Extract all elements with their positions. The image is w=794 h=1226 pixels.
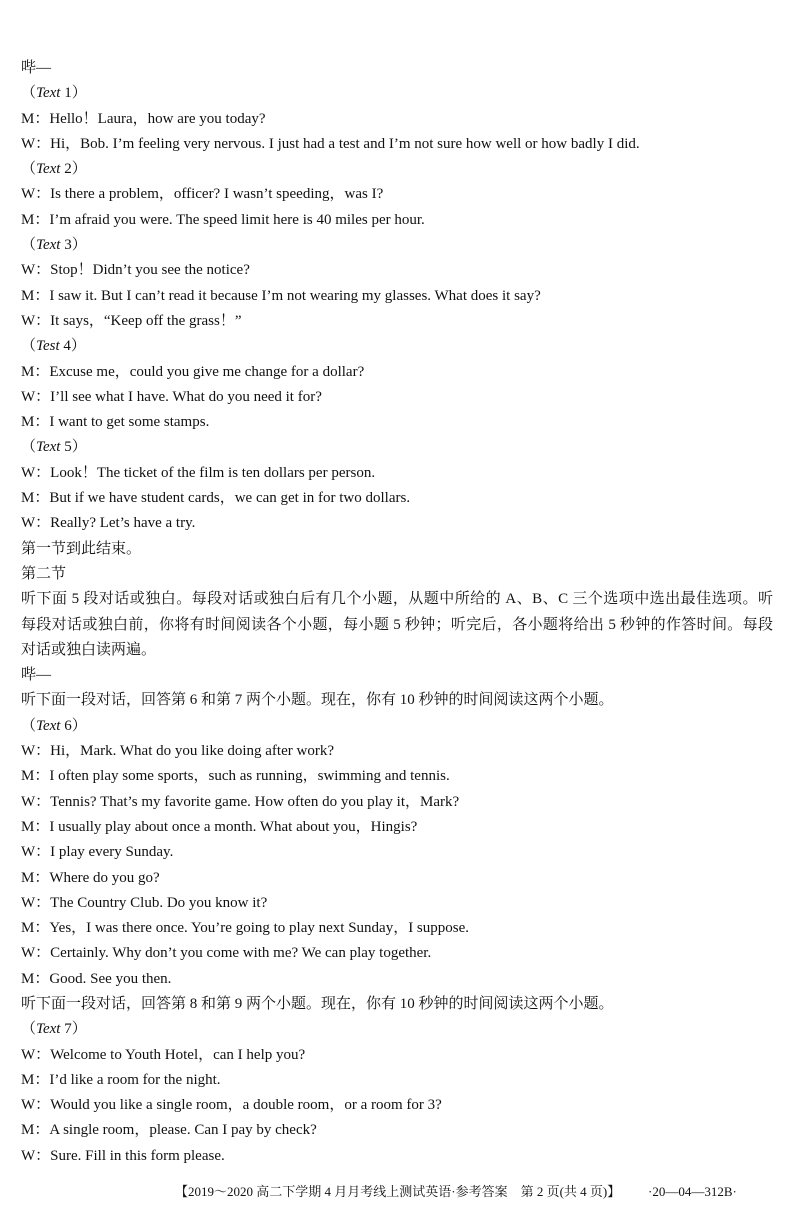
label-word: Text bbox=[36, 237, 61, 254]
dialogue-line: M：I’d like a room for the night. bbox=[21, 1071, 221, 1088]
label-word: Text bbox=[36, 1021, 61, 1038]
dialogue-line: M：A single room，please. Can I pay by check? bbox=[21, 1122, 317, 1139]
dialogue-line: W：Hi，Bob. I’m feeling very nervous. I just had a test and I’m not sure how well or how badly I did. bbox=[21, 135, 640, 152]
text-label bbox=[21, 334, 773, 359]
label-number: 1） bbox=[60, 85, 87, 102]
instruction-text: 对话或独白读两遍。 bbox=[21, 641, 157, 658]
label-number: 3） bbox=[60, 237, 87, 254]
label-word: Text bbox=[36, 439, 61, 456]
label-open-paren: （ bbox=[21, 717, 37, 734]
beep-marker: 哔— bbox=[21, 667, 52, 684]
label-number: 7） bbox=[60, 1021, 87, 1038]
dialogue-line: W：Sure. Fill in this form please. bbox=[21, 1147, 225, 1164]
dialogue-line: M：I want to get some stamps. bbox=[21, 414, 210, 431]
dialogue-line: M：But if we have student cards，we can get in for two dollars. bbox=[21, 490, 411, 507]
text-label bbox=[21, 1017, 773, 1042]
dialogue-line: W：Certainly. Why don’t you come with me? We can play together. bbox=[21, 945, 432, 962]
label-number: 2） bbox=[60, 161, 87, 178]
dialogue-line: W：I play every Sunday. bbox=[21, 844, 174, 861]
instruction-text: 听下面一段对话，回答第 8 和第 9 两个小题。现在，你有 10 秒钟的时间阅读这两个小题。 bbox=[21, 995, 614, 1012]
instruction-text: 听下面 5 段对话或独白。每段对话或独白后有几个小题，从题中所给的 A、B、C 三个选项中选出最佳选项。听 bbox=[21, 591, 773, 608]
label-open-paren: （ bbox=[21, 1021, 37, 1038]
label-number: 4） bbox=[59, 338, 86, 355]
dialogue-line: W：Stop！Didn’t you see the notice? bbox=[21, 262, 250, 279]
label-open-paren: （ bbox=[21, 237, 37, 254]
label-open-paren: （ bbox=[21, 439, 37, 456]
label-open-paren: （ bbox=[21, 85, 37, 102]
text-label bbox=[21, 233, 773, 258]
dialogue-line: W：Look！The ticket of the film is ten dollars per person. bbox=[21, 464, 376, 481]
text-label bbox=[21, 714, 773, 739]
footer-code: ·20—04—312B· bbox=[648, 1184, 737, 1199]
footer-title: 【2019～2020 高二下学期 4 月月考线上测试英语·参考答案 第 2 页(共 4 页)】 bbox=[175, 1184, 621, 1199]
dialogue-line: M：Excuse me，could you give me change for a dollar? bbox=[21, 363, 365, 380]
dialogue-line: M：I often play some sports，such as running，swimming and tennis. bbox=[21, 768, 450, 785]
dialogue-line: M：Good. See you then. bbox=[21, 970, 172, 987]
label-word: Text bbox=[36, 85, 61, 102]
dialogue-line: M：I saw it. But I can’t read it because I’m not wearing my glasses. What does it say? bbox=[21, 287, 541, 304]
label-word: Text bbox=[36, 161, 61, 178]
dialogue-line: W：Hi，Mark. What do you like doing after work? bbox=[21, 743, 334, 760]
dialogue-line: W：The Country Club. Do you know it? bbox=[21, 894, 268, 911]
dialogue-line: M：Where do you go? bbox=[21, 869, 160, 886]
dialogue-line: M：I usually play about once a month. What about you，Hingis? bbox=[21, 818, 418, 835]
text-label bbox=[21, 435, 773, 460]
label-word: Text bbox=[36, 717, 61, 734]
label-word: Test bbox=[36, 338, 60, 355]
section-heading: 第二节 bbox=[21, 565, 67, 582]
dialogue-line: W：Welcome to Youth Hotel，can I help you? bbox=[21, 1046, 306, 1063]
label-open-paren: （ bbox=[21, 161, 37, 178]
dialogue-line: W：Really? Let’s have a try. bbox=[21, 515, 196, 532]
dialogue-line: W：Tennis? That’s my favorite game. How often do you play it，Mark? bbox=[21, 793, 460, 810]
document-body bbox=[21, 56, 773, 1169]
text-label bbox=[21, 157, 773, 182]
label-open-paren: （ bbox=[21, 338, 37, 355]
label-number: 5） bbox=[60, 439, 87, 456]
label-number: 6） bbox=[60, 717, 87, 734]
dialogue-line: W：I’ll see what I have. What do you need it for? bbox=[21, 388, 322, 405]
dialogue-line: W：Is there a problem，officer? I wasn’t speeding，was I? bbox=[21, 186, 384, 203]
instruction-text: 每段对话或独白前，你将有时间阅读各个小题，每小题 5 秒钟；听完后，各小题将给出 5 秒钟的作答时间。每段 bbox=[21, 616, 773, 633]
section-end-note: 第一节到此结束。 bbox=[21, 540, 142, 557]
text-label bbox=[21, 81, 773, 106]
beep-marker: 哔— bbox=[21, 60, 52, 76]
dialogue-line: M：Hello！Laura，how are you today? bbox=[21, 110, 266, 127]
dialogue-line: W：It says，“Keep off the grass！” bbox=[21, 312, 242, 329]
instruction-text: 听下面一段对话，回答第 6 和第 7 两个小题。现在，你有 10 秒钟的时间阅读这两个小题。 bbox=[21, 692, 614, 709]
dialogue-line: M：I’m afraid you were. The speed limit here is 40 miles per hour. bbox=[21, 211, 425, 228]
dialogue-line: M：Yes，I was there once. You’re going to play next Sunday，I suppose. bbox=[21, 920, 470, 937]
dialogue-line: W：Would you like a single room，a double room，or a room for 3? bbox=[21, 1097, 442, 1114]
